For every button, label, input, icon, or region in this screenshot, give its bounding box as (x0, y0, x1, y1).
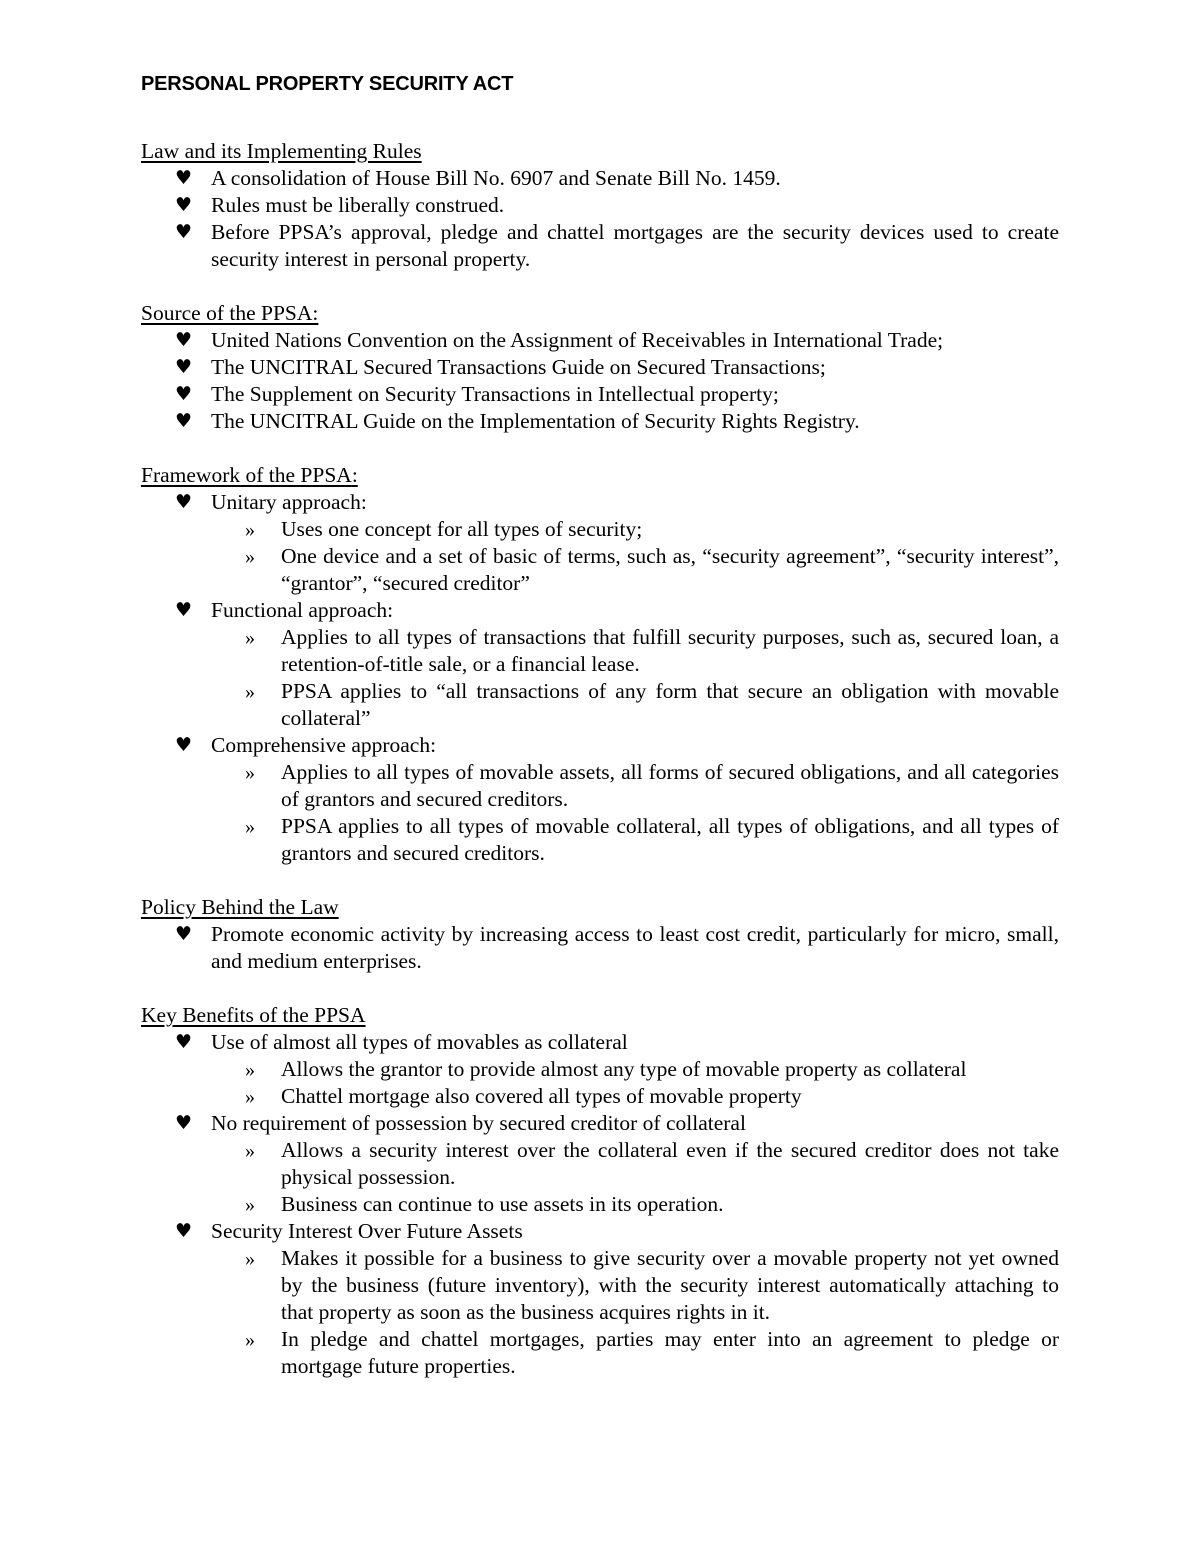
section (141, 1002, 1059, 1380)
heart-icon: ♥ (175, 1220, 193, 1242)
double-chevron-icon: » (245, 1329, 255, 1351)
heart-icon: ♥ (175, 410, 193, 432)
section-heading-text: Source of the PPSA: (141, 301, 319, 325)
list-item-text: Security Interest Over Future Assets (211, 1219, 523, 1243)
sub-list-item (211, 1191, 1059, 1218)
document-body (141, 70, 1059, 1407)
double-chevron-icon: » (245, 1140, 255, 1162)
sub-bullet-list (211, 1056, 1059, 1110)
double-chevron-icon: » (245, 1059, 255, 1081)
list-item (141, 1029, 1059, 1110)
section (141, 462, 1059, 867)
sub-list-item-text: Applies to all types of movable assets, all forms of secured obligations, and all categories of grantors and secured creditors. (281, 760, 1059, 811)
list-item (141, 381, 1059, 408)
sub-bullet-list (211, 516, 1059, 597)
list-item-text: Before PPSA’s approval, pledge and chattel mortgages are the security devices used to create security interest in personal property. (211, 220, 1059, 271)
heart-icon: ♥ (175, 1112, 193, 1134)
list-item-text: The UNCITRAL Secured Transactions Guide on Secured Transactions; (211, 355, 826, 379)
heart-icon: ♥ (175, 356, 193, 378)
heart-icon: ♥ (175, 221, 193, 243)
list-item-text: Promote economic activity by increasing access to least cost credit, particularly for micro, small, and medium enterprises. (211, 922, 1059, 973)
sub-list-item-text: PPSA applies to all types of movable collateral, all types of obligations, and all types of grantors and secured creditors. (281, 814, 1059, 865)
double-chevron-icon: » (245, 627, 255, 649)
sub-list-item (211, 1083, 1059, 1110)
heart-icon: ♥ (175, 1031, 193, 1053)
sub-list-item (211, 543, 1059, 597)
list-item (141, 489, 1059, 597)
heart-icon: ♥ (175, 383, 193, 405)
sub-list-item-text: Uses one concept for all types of security; (281, 517, 643, 541)
list-item-text: Rules must be liberally construed. (211, 193, 505, 217)
bullet-list (141, 921, 1059, 975)
sub-list-item-text: Applies to all types of transactions that fulfill security purposes, such as, secured loan, a retention-of-title sale, or a financial lease. (281, 625, 1059, 676)
section-heading (141, 462, 1059, 489)
heart-icon: ♥ (175, 923, 193, 945)
sub-list-item-text: PPSA applies to “all transactions of any form that secure an obligation with movable collateral” (281, 679, 1059, 730)
list-item-text: No requirement of possession by secured creditor of collateral (211, 1111, 746, 1135)
list-item (141, 732, 1059, 867)
section-heading-text: Law and its Implementing Rules (141, 139, 422, 163)
sub-list-item (211, 1245, 1059, 1326)
section-heading (141, 1002, 1059, 1029)
heart-icon: ♥ (175, 599, 193, 621)
section-heading (141, 300, 1059, 327)
heart-icon: ♥ (175, 734, 193, 756)
heart-icon: ♥ (175, 167, 193, 189)
section (141, 138, 1059, 273)
list-item (141, 354, 1059, 381)
bullet-list (141, 165, 1059, 273)
double-chevron-icon: » (245, 1086, 255, 1108)
list-item (141, 327, 1059, 354)
double-chevron-icon: » (245, 1194, 255, 1216)
heart-icon: ♥ (175, 491, 193, 513)
double-chevron-icon: » (245, 546, 255, 568)
list-item-text: Comprehensive approach: (211, 733, 437, 757)
list-item (141, 219, 1059, 273)
section-heading (141, 894, 1059, 921)
sub-list-item-text: Allows the grantor to provide almost any type of movable property as collateral (281, 1057, 967, 1081)
sub-list-item-text: Chattel mortgage also covered all types of movable property (281, 1084, 802, 1108)
list-item-text: A consolidation of House Bill No. 6907 and Senate Bill No. 1459. (211, 166, 781, 190)
sub-bullet-list (211, 759, 1059, 867)
sub-list-item (211, 516, 1059, 543)
list-item-text: Unitary approach: (211, 490, 367, 514)
section-heading-suffix: : (351, 463, 358, 487)
sub-list-item (211, 624, 1059, 678)
bullet-list (141, 1029, 1059, 1380)
sub-bullet-list (211, 624, 1059, 732)
list-item (141, 1218, 1059, 1380)
sub-list-item-text: Makes it possible for a business to give security over a movable property not yet owned by the business (future inventory), with the security interest automatically attaching to that property as soon as the business acquires rights in it. (281, 1246, 1059, 1324)
sub-list-item (211, 813, 1059, 867)
list-item (141, 597, 1059, 732)
sub-list-item-text: Business can continue to use assets in its operation. (281, 1192, 724, 1216)
section-heading-text: Framework of the PPSA (141, 463, 352, 487)
list-item (141, 921, 1059, 975)
sub-list-item (211, 1137, 1059, 1191)
section-heading-text: Key Benefits of the PPSA (141, 1003, 366, 1027)
section-heading (141, 138, 1059, 165)
heart-icon: ♥ (175, 194, 193, 216)
heart-icon: ♥ (175, 329, 193, 351)
sub-list-item-text: Allows a security interest over the collateral even if the secured creditor does not take physical possession. (281, 1138, 1059, 1189)
double-chevron-icon: » (245, 681, 255, 703)
sub-list-item-text: One device and a set of basic of terms, such as, “security agreement”, “security interest”, “grantor”, “secured creditor” (281, 544, 1059, 595)
list-item (141, 1110, 1059, 1218)
page-title: PERSONAL PROPERTY SECURITY ACT (141, 73, 514, 95)
list-item-text: Use of almost all types of movables as collateral (211, 1030, 628, 1054)
sub-list-item (211, 678, 1059, 732)
sections-container (141, 138, 1059, 1380)
sub-list-item-text: In pledge and chattel mortgages, parties may enter into an agreement to pledge or mortgage future properties. (281, 1327, 1059, 1378)
double-chevron-icon: » (245, 519, 255, 541)
sub-bullet-list (211, 1245, 1059, 1380)
sub-list-item (211, 1056, 1059, 1083)
section-heading-text: Policy Behind the Law (141, 895, 339, 919)
sub-bullet-list (211, 1137, 1059, 1218)
double-chevron-icon: » (245, 816, 255, 838)
list-item-text: The Supplement on Security Transactions in Intellectual property; (211, 382, 779, 406)
sub-list-item (211, 1326, 1059, 1380)
section (141, 300, 1059, 435)
bullet-list (141, 489, 1059, 867)
double-chevron-icon: » (245, 1248, 255, 1270)
list-item (141, 408, 1059, 435)
list-item (141, 165, 1059, 192)
double-chevron-icon: » (245, 762, 255, 784)
list-item-text: The UNCITRAL Guide on the Implementation of Security Rights Registry. (211, 409, 860, 433)
section (141, 894, 1059, 975)
sub-list-item (211, 759, 1059, 813)
list-item-text: Functional approach: (211, 598, 394, 622)
list-item (141, 192, 1059, 219)
bullet-list (141, 327, 1059, 435)
list-item-text: United Nations Convention on the Assignment of Receivables in International Trade; (211, 328, 944, 352)
